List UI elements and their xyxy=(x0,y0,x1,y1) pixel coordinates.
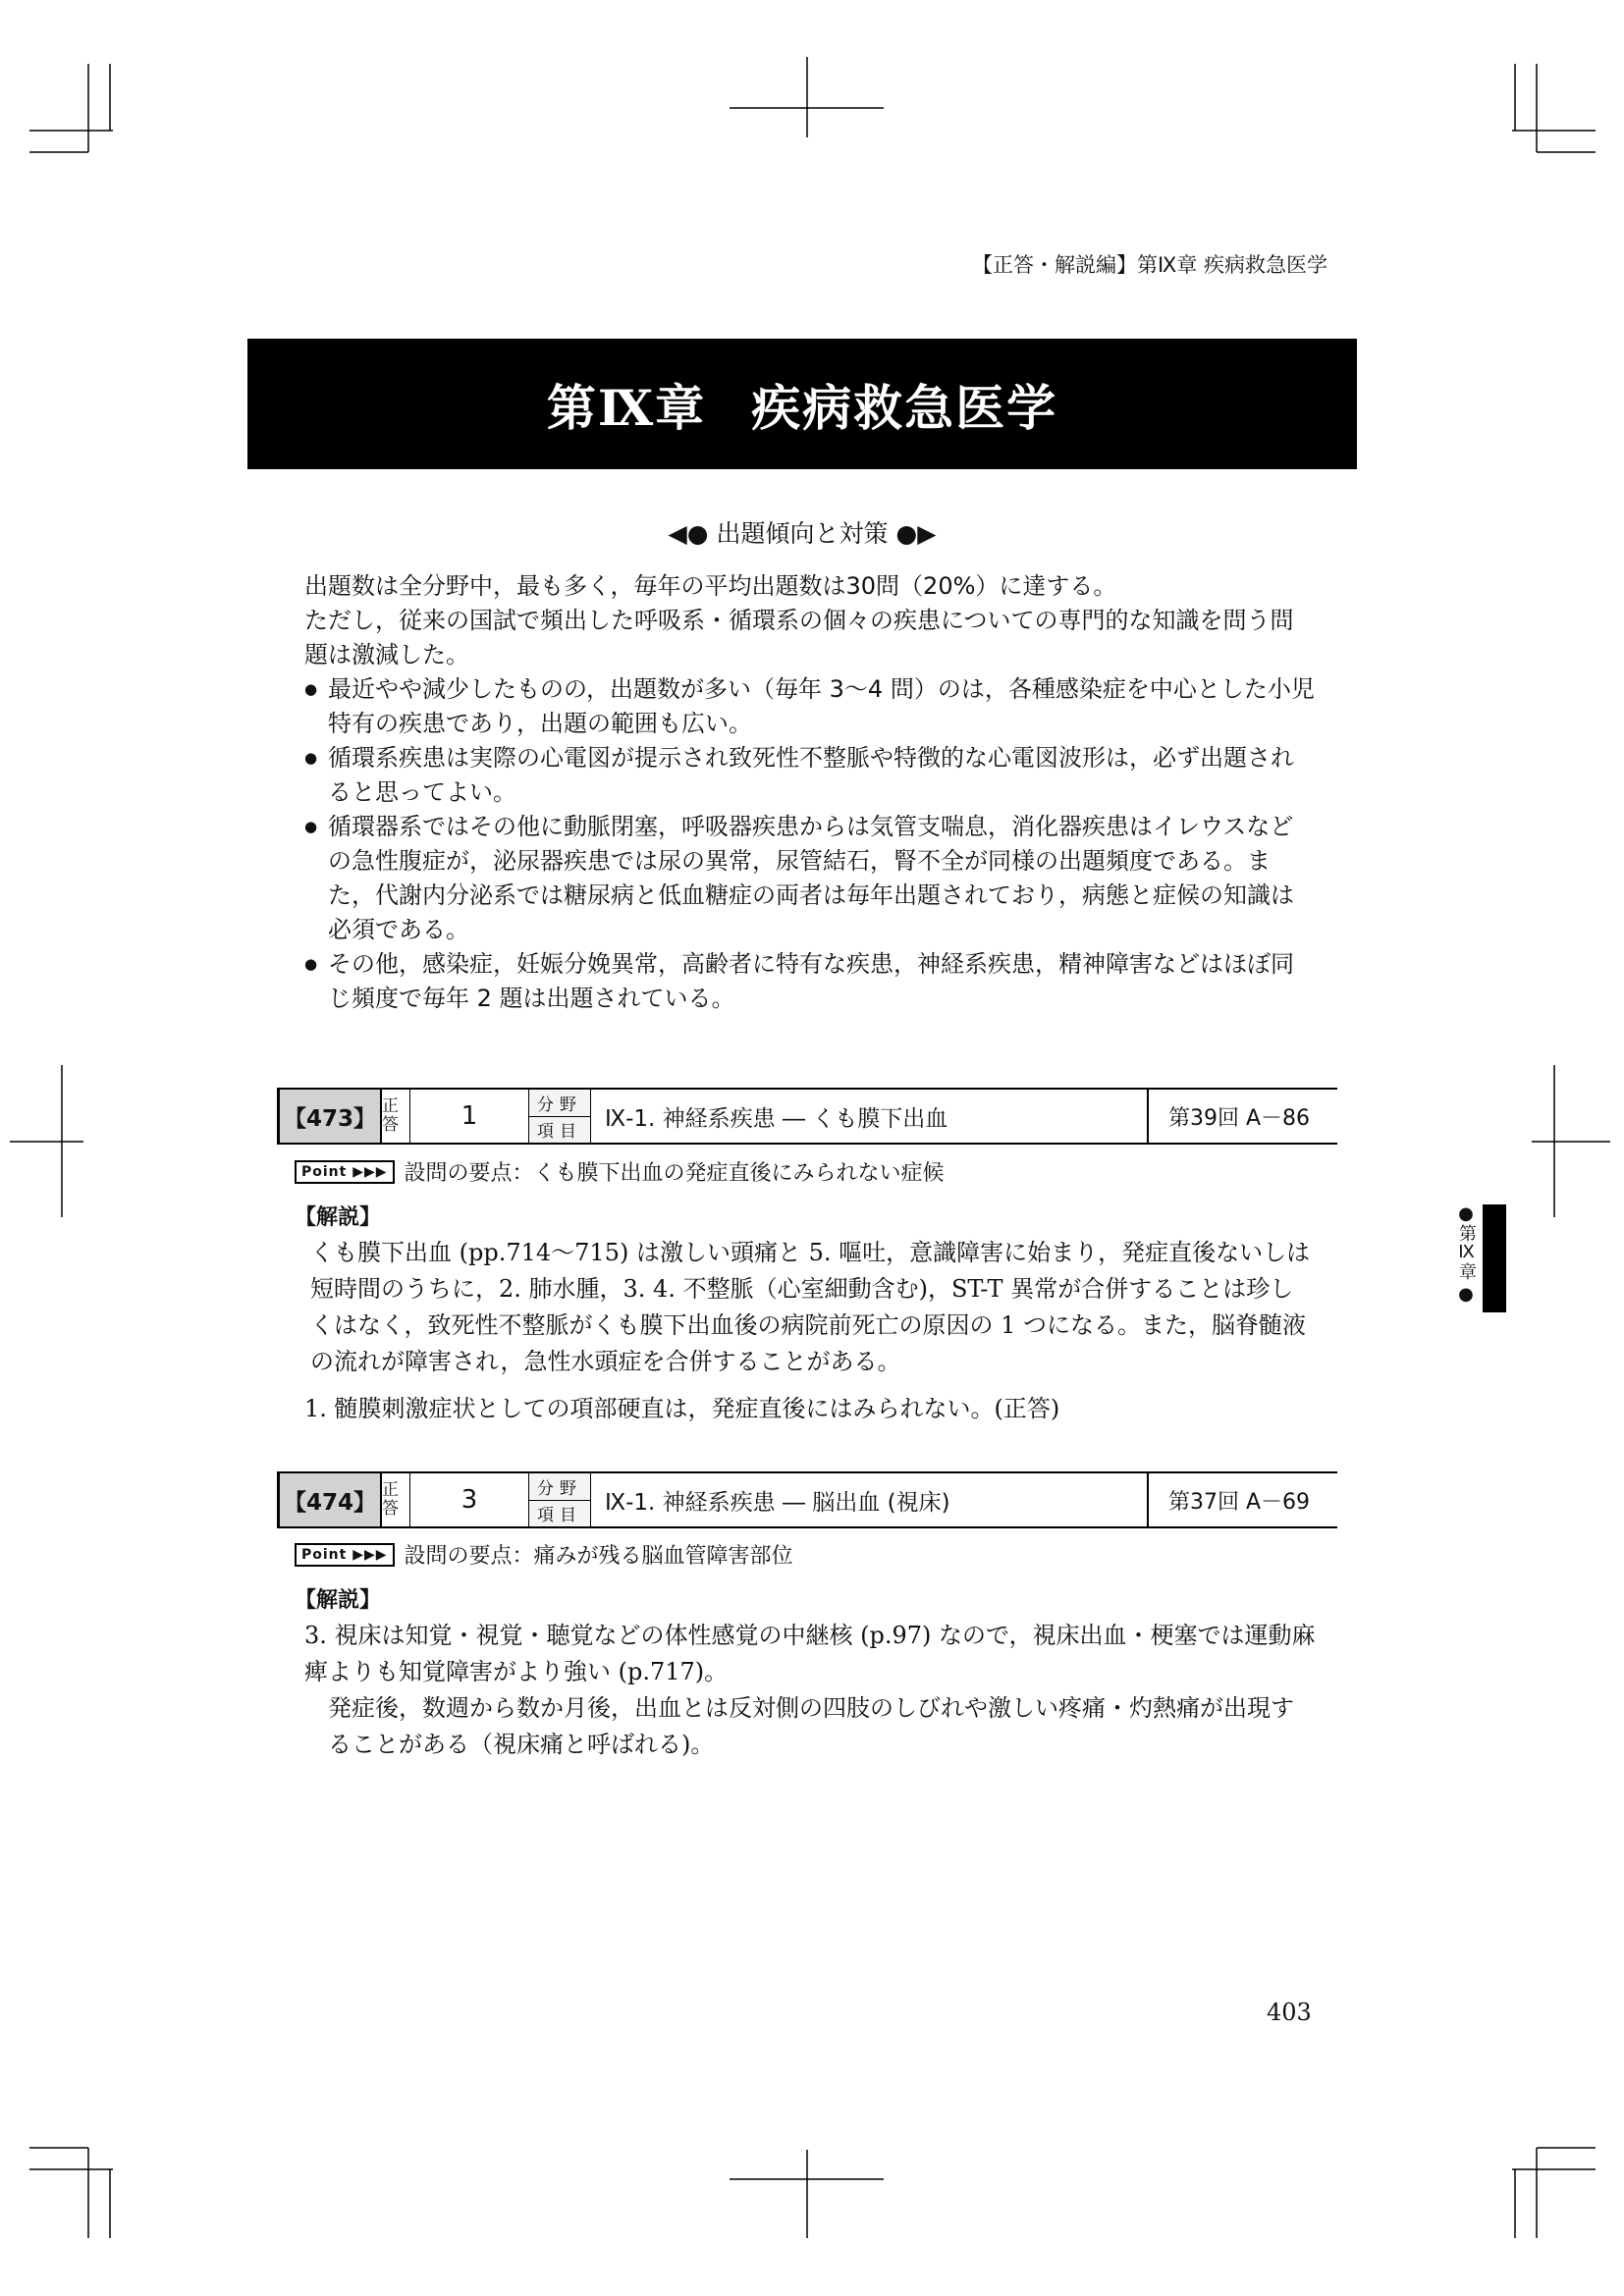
trend-paragraph: ただし，従来の国試で頻出した呼吸系・循環系の個々の疾患についての専門的な知識を問う問題は激減した。 xyxy=(304,607,1294,668)
explanation-text: くも膜下出血 (pp.714～715) は激しい頭痛と 5. 嘔吐，意識障害に始まり，発症直後ないしは短時間のうちに，2. 肺水腫，3. 4. 不整脈（心室細動含む)，ST-T 異常が合併することは珍しくはなく，致死性不整脈がくも膜下出血後の病院前死亡の原因の 1 つになる。また，脳脊髄液の流れが障害され，急性水頭症を合併することがある。 xyxy=(310,1239,1311,1375)
question-topic: Ⅸ-1. 神経系疾患 ― 脳出血 (視床) xyxy=(591,1473,1149,1526)
chapter-side-tab xyxy=(1451,1204,1508,1312)
question-header-474 xyxy=(277,1471,1337,1528)
trend-paragraph: 出題数は全分野中，最も多く，毎年の平均出題数は30問（20%）に達する。 xyxy=(304,572,1117,600)
koumoku-label: 項目 xyxy=(537,1122,582,1143)
koumoku-label: 項目 xyxy=(537,1506,582,1526)
trend-body xyxy=(304,569,1316,1016)
field-label xyxy=(529,1090,591,1143)
running-head: 【正答・解説編】第Ⅸ章 疾病救急医学 xyxy=(972,253,1327,277)
bunya-label: 分野 xyxy=(529,1473,590,1501)
point-badge: Point ▶▶▶ xyxy=(295,1160,395,1184)
seito-label: 正答 xyxy=(382,1473,410,1526)
kaisetsu-heading: 【解説】 xyxy=(295,1588,382,1613)
explanation-474 xyxy=(304,1618,1316,1763)
chapter-title: 疾病救急医学 xyxy=(751,378,1058,437)
trend-bullet: ● 循環系疾患は実際の心電図が提示され致死性不整脈や特徴的な心電図波形は，必ず出題されると思ってよい。 xyxy=(304,741,1316,810)
answer-note-text: 1. 髄膜刺激症状としての項部硬直は，発症直後にはみられない。(正答) xyxy=(304,1395,1060,1422)
side-tab-bar xyxy=(1483,1204,1506,1312)
bunya-label: 分野 xyxy=(529,1090,590,1117)
question-header-473 xyxy=(277,1088,1337,1145)
side-tab-label: ● 第Ⅸ章 ● xyxy=(1456,1203,1477,1305)
answer-value: 1 xyxy=(410,1090,529,1143)
chapter-title-bar xyxy=(247,339,1357,469)
question-source: 第37回 A－69 xyxy=(1168,1489,1311,1515)
point-line xyxy=(295,1539,793,1570)
question-number: 【473】 xyxy=(277,1090,382,1143)
trend-bullet: ● その他，感染症，妊娠分娩異常，高齢者に特有な疾患，神経系疾患，精神障害などはほぼ同じ頻度で毎年 2 題は出題されている。 xyxy=(304,947,1316,1016)
point-text: 設問の要点：痛みが残る脳血管障害部位 xyxy=(404,1544,793,1569)
trend-bullet-list xyxy=(304,672,1316,1016)
question-topic: Ⅸ-1. 神経系疾患 ― くも膜下出血 xyxy=(591,1090,1149,1143)
chapter-number: 第Ⅸ章 xyxy=(546,378,707,437)
page-number: 403 xyxy=(1267,1999,1312,2026)
kaisetsu-heading: 【解説】 xyxy=(295,1205,382,1230)
explanation-473 xyxy=(310,1235,1312,1380)
explanation-text: 3. 視床は知覚・視覚・聴覚などの体性感覚の中継核 (p.97) なので，視床出血・梗塞では運動麻痺よりも知覚障害がより強い (p.717)。 xyxy=(304,1622,1316,1685)
side-tab-chapter: 第Ⅸ章 xyxy=(1456,1224,1477,1280)
trend-bullet: ● 最近やや減少したものの，出題数が多い（毎年 3～4 問）のは，各種感染症を中心とした小児特有の疾患であり，出題の範囲も広い。 xyxy=(304,672,1316,741)
question-number: 【474】 xyxy=(277,1473,382,1526)
question-source: 第39回 A－86 xyxy=(1168,1105,1311,1131)
explanation-text: 発症後，数週から数か月後，出血とは反対側の四肢のしびれや激しい疼痛・灼熱痛が出現することがある（視床痛と呼ばれる)。 xyxy=(328,1694,1294,1758)
answer-note-473 xyxy=(304,1391,1316,1427)
trend-bullet: ● 循環器系ではその他に動脈閉塞，呼吸器疾患からは気管支喘息，消化器疾患はイレウスなどの急性腹症が，泌尿器疾患では尿の異常，尿管結石，腎不全が同様の出題頻度である。また，代謝内分泌系では糖尿病と低血糖症の両者は毎年出題されており，病態と症候の知識は必須である。 xyxy=(304,810,1316,947)
seito-label: 正答 xyxy=(382,1090,410,1143)
point-badge: Point ▶▶▶ xyxy=(295,1543,395,1567)
answer-value: 3 xyxy=(410,1473,529,1526)
point-text: 設問の要点：くも膜下出血の発症直後にみられない症候 xyxy=(404,1161,945,1186)
trend-heading: ◀● 出題傾向と対策 ●▶ xyxy=(668,519,937,548)
field-label xyxy=(529,1473,591,1526)
point-line xyxy=(295,1156,945,1187)
